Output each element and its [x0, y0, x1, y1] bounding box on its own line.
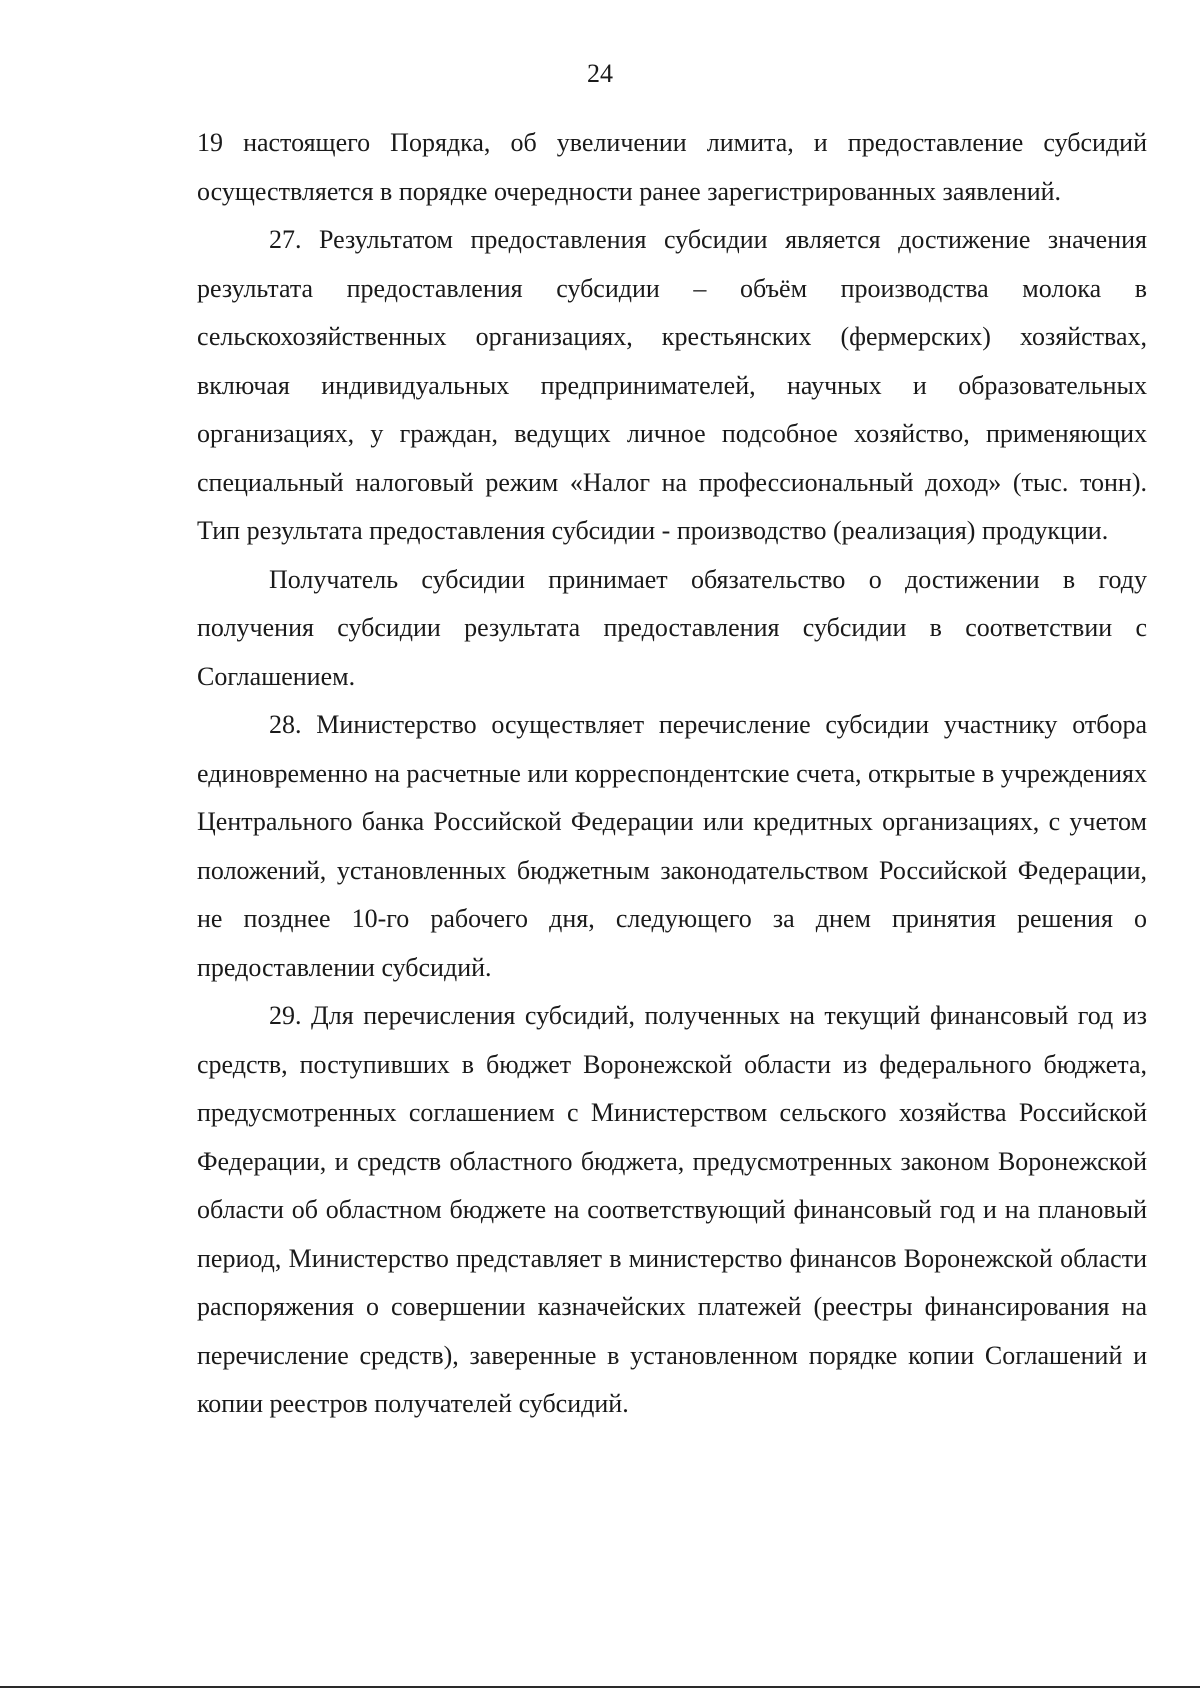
page-number: 24 — [587, 59, 613, 88]
document-body — [197, 119, 1147, 1429]
paragraph-item-27: 27. Результатом предоставления субсидии является достижение значения результата предоставления субсидии – объём производства молока в сельскохозяйственных организациях, крестьянских (фермерских) хозяйствах, включая индивидуальных предпринимателей, научных и образовательных организациях, у граждан, ведущих личное подсобное хозяйство, применяющих специальный налоговый режим «Налог на профессиональный доход» (тыс. тонн). Тип результата предоставления субсидии - производство (реализация) продукции. — [197, 225, 1147, 545]
paragraph-item-28: 28. Министерство осуществляет перечисление субсидии участнику отбора единовременно на расчетные или корреспондентские счета, открытые в учреждениях Центрального банка Российской Федерации или кредитных организациях, с учетом положений, установленных бюджетным законодательством Российской Федерации, не позднее 10-го рабочего дня, следующего за днем принятия решения о предоставлении субсидий. — [197, 710, 1147, 982]
paragraph-continuation: 19 настоящего Порядка, об увеличении лимита, и предоставление субсидий осуществляется в порядке очередности ранее зарегистрированных заявлений. — [197, 128, 1147, 206]
paragraph-recipient-obligation: Получатель субсидии принимает обязательство о достижении в году получения субсидии результата предоставления субсидии в соответствии с Соглашением. — [197, 564, 1147, 691]
bottom-rule — [0, 1686, 1200, 1688]
paragraph-item-29: 29. Для перечисления субсидий, полученных на текущий финансовый год из средств, поступивших в бюджет Воронежской области из федерального бюджета, предусмотренных соглашением с Министерством сельского хозяйства Российской Федерации, и средств областного бюджета, предусмотренных законом Воронежской области об областном бюджете на соответствующий финансовый год и на плановый период, Министерство представляет в министерство финансов Воронежской области распоряжения о совершении казначейских платежей (реестры финансирования на перечисление средств), заверенные в установленном порядке копии Соглашений и копии реестров получателей субсидий. — [197, 1001, 1147, 1418]
